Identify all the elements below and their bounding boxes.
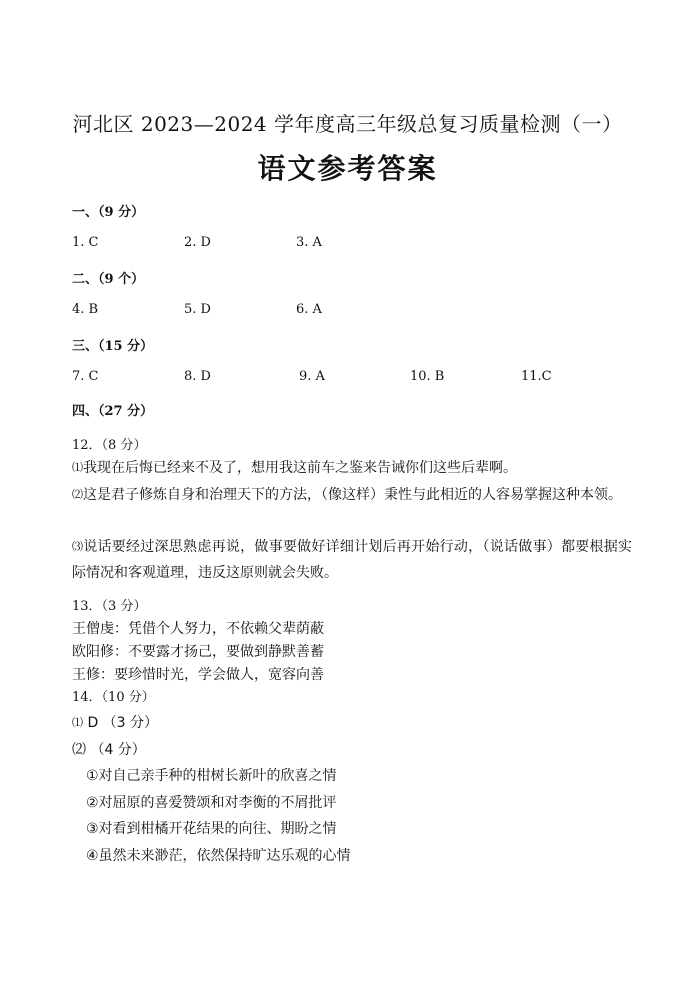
answer: 5. D bbox=[184, 302, 211, 317]
answer: 3. A bbox=[296, 235, 322, 250]
translation-item bbox=[72, 455, 632, 481]
item-text: 这是君子修炼自身和治理天下的方法，（像这样）秉性与此相近的人容易掌握这种本领。 bbox=[83, 487, 622, 503]
page-subtitle: 语文参考答案 bbox=[257, 152, 438, 185]
answer: 8. D bbox=[184, 369, 211, 384]
page-title: 河北区 2023—2024 学年度高三年级总复习质量检测（一） bbox=[72, 112, 623, 136]
item-marker: ⑴ bbox=[72, 716, 83, 729]
sub-answer bbox=[72, 712, 158, 732]
item-marker: ⑵ bbox=[72, 488, 83, 501]
item-text: （4 分） bbox=[90, 742, 146, 758]
section-heading: 二、（9 个） bbox=[72, 272, 145, 287]
answer: 4. B bbox=[72, 302, 99, 317]
sub-answer bbox=[72, 739, 146, 759]
point-line: ①对自己亲手种的柑树长新叶的欣喜之情 bbox=[86, 768, 337, 784]
answer: 9. A bbox=[299, 369, 325, 384]
answer: 11.C bbox=[521, 369, 552, 384]
question-label: 13．（3 分） bbox=[72, 599, 147, 614]
point-line: ③对看到柑橘开花结果的向往、期盼之情 bbox=[86, 821, 337, 837]
section-heading: 四、（27 分） bbox=[72, 404, 154, 419]
question-label: 14．（10 分） bbox=[72, 690, 155, 705]
item-marker: ⑶ bbox=[72, 540, 84, 553]
item-text: D （3 分） bbox=[87, 715, 159, 731]
answer: 2. D bbox=[184, 235, 211, 250]
section-heading: 一、（9 分） bbox=[72, 205, 145, 220]
item-text: 说话要经过深思熟虑再说，做事要做好详细计划后再开始行动，（说话做事）都要根据实际情况和客观道理，违反这原则就会失败。 bbox=[72, 539, 633, 581]
answer: 10. B bbox=[410, 369, 445, 384]
answer-line: 欧阳修：不要露才扬己，要做到静默善蓄 bbox=[72, 644, 324, 660]
point-line: ②对屈原的喜爱赞颂和对李衡的不屑批评 bbox=[86, 795, 337, 811]
section-heading: 三、（15 分） bbox=[72, 339, 154, 354]
item-text: 我现在后悔已经来不及了，想用我这前车之鉴来告诫你们这些后辈啊。 bbox=[83, 460, 517, 476]
item-marker: ⑵ bbox=[72, 742, 86, 758]
answer-line: 王修：要珍惜时光，学会做人，宽容向善 bbox=[72, 667, 324, 683]
item-marker: ⑴ bbox=[72, 461, 83, 474]
question-label: 12．（8 分） bbox=[72, 438, 147, 453]
answer: 7. C bbox=[72, 369, 99, 384]
translation-item bbox=[72, 534, 632, 586]
translation-item bbox=[72, 482, 632, 508]
point-line: ④虽然未来渺茫，依然保持旷达乐观的心情 bbox=[86, 848, 351, 864]
answer-line: 王僧虔：凭借个人努力，不依赖父辈荫蔽 bbox=[72, 621, 324, 637]
answer: 1. C bbox=[72, 235, 99, 250]
answer: 6. A bbox=[296, 302, 322, 317]
